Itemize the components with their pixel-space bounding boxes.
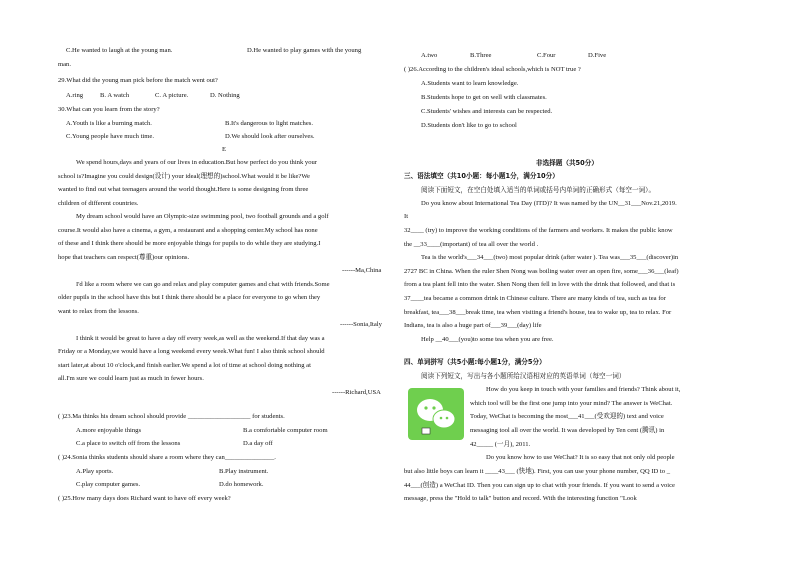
s4-line-6: Do you know how to use WeChat? It is so easy that not only old people [486, 454, 675, 461]
q23-option-b: B.a comfortable computer room [243, 427, 328, 434]
q25-option-a: A.two [421, 52, 438, 59]
s3-line-8: 37____tea became a common drink in Chinese culture. There are many kinds of tea, such as tea for [404, 295, 666, 302]
q23-option-a: A.more enjoyable things [76, 427, 142, 434]
q26-option-b: B.Students hope to get on well with classmates. [421, 94, 547, 101]
s4-line-8: 44___(创造) a WeChat ID. Then you can sign up to chat with your friends. If you want to send a voice [404, 482, 675, 489]
s3-line-11: Help __40___(you)to some tea when you are free. [421, 336, 554, 343]
q26-question: ( )26.According to the children's ideal schools,which is NOT true ? [404, 66, 581, 73]
section-3-instruction: 阅读下面短文，在空白处填入适当的单词或括号内单词的正确形式（每空一词）。 [421, 186, 656, 194]
s4-line-9: message, press the "Hold to talk" button and record. With the interesting function "Look [404, 495, 637, 502]
q29-question: 29.What did the young man pick before the match went out? [58, 77, 218, 84]
s3-line-2: It [404, 213, 409, 220]
q24-option-b: B.Play instrument. [219, 468, 269, 475]
passage-e-p3-line3: want to relax from the lessons. [58, 308, 139, 315]
wechat-icon [408, 388, 464, 440]
q25-option-c: C.Four [537, 52, 556, 59]
q26-option-a: A.Students want to learn knowledge. [421, 80, 519, 87]
q30-option-d: D.We should look after ourselves. [225, 133, 315, 140]
q30-question: 30.What can you learn from the story? [58, 106, 160, 113]
q26-option-c: C.Students' wishes and interests can be respected. [421, 108, 553, 115]
s4-line-2: which tool will be the first one jump into your mind? The answer is WeChat. [470, 400, 673, 407]
passage-e-p1-line2: school is?Imagine you could design(设计) your ideal(理想的)school.What would it be like?We [58, 173, 310, 180]
s4-line-4: messaging tool all over the world. It was developed by Ten cent (腾讯) in [470, 427, 665, 434]
s3-line-10: Indians, tea is also a huge part of___39___(day) life [404, 322, 542, 329]
s4-line-7: but also little boys can learn it ____43___ (快地). First, you can use your phone number, QQ ID to _ [404, 468, 671, 475]
passage-e-p2-line2: course.It would also have a cinema, a gym, a restaurant and a shopping center.My school has none [58, 227, 318, 234]
q30-option-c: C.Young people have much time. [66, 133, 154, 140]
q29-option-a: A.ring [66, 92, 84, 99]
signature-richard: ------Richard,USA [332, 389, 381, 396]
s4-line-3: Today, WeChat is becoming the most___41___(受欢迎的) text and voice [470, 413, 664, 420]
q24-option-d: D.do homework. [219, 481, 264, 488]
passage-e-p3-line1: I'd like a room where we can go and relax and play computer games and chat with friends.Some [76, 281, 330, 288]
passage-e-p4-line3: start later,at about 10 o'clock,and finish earlier.We spend a lot of time at school doing nothing at [58, 362, 311, 369]
q29-option-d: D. Nothing [210, 92, 240, 99]
section-3-title: 三、语法填空（共10小题：每小题1分，满分10分） [404, 172, 559, 180]
q30-option-b: B.It's dangerous to light matches. [225, 120, 313, 127]
passage-e-p2-line4: hope that teachers can respect(尊重)our opinions. [58, 254, 190, 261]
s3-line-6: 2727 BC in China. When the ruler Shen Nong was boiling water over an open fire, some___36___(leaf) [404, 268, 679, 275]
q28-option-d: D.He wanted to play games with the young [247, 47, 362, 54]
s3-line-5: Tea is the world's___34___(two) most popular drink (after water ). Tea was___35___(discover)in [421, 254, 679, 261]
passage-e-p4-line2: Friday or a Monday,we would have a long weekend every week.What fun! I also think school should [58, 348, 325, 355]
q24-question: ( )24.Sonia thinks students should share a room where they can_______________. [58, 454, 276, 461]
q25-option-b: B.Three [470, 52, 492, 59]
passage-e-p2-line3: of these and I think there should be more enjoyable things for pupils to do while they are studying.I [58, 240, 321, 247]
signature-sonia: ------Sonia,Italy [340, 321, 382, 328]
passage-e-p3-line2: older pupils in the school have this but I think there should be a place for everyone to go when they [58, 294, 321, 301]
section-4-instruction: 阅读下列短文，写出与各小题所给汉语相对应的英语单词（每空一词） [421, 372, 626, 380]
s3-line-1: Do you know about International Tea Day (ITD)? It was named by the UN__31___Nov.21,2019. [421, 200, 677, 207]
q23-option-d: D.a day off [243, 440, 273, 447]
signature-ma: ------Ma,China [342, 267, 382, 274]
passage-e-p4-line1: I think it would be great to have a day off every week,as well as the weekend.If that day was a [76, 335, 325, 342]
q23-question: ( )23.Ma thinks his dream school should provide ___________________ for students. [58, 413, 285, 420]
s3-line-3: 32____ (try) to improve the working conditions of the farmers and workers. It makes the public know [404, 227, 673, 234]
q26-option-d: D.Students don't like to go to school [421, 122, 517, 129]
q28-option-d-cont: man. [58, 61, 72, 68]
q24-option-a: A.Play sports. [76, 468, 114, 475]
q28-option-c: C.He wanted to laugh at the young man. [66, 47, 173, 54]
s4-line-5: 42_____ (一月), 2011. [470, 441, 531, 448]
q30-option-a: A.Youth is like a burning match. [66, 120, 152, 127]
wechat-logo-graphic [408, 388, 464, 440]
q24-option-c: C.play computer games. [76, 481, 141, 488]
s4-line-1: How do you keep in touch with your families and friends? Think about it, [486, 386, 681, 393]
q25-option-d: D.Five [588, 52, 607, 59]
q25-question: ( )25.How many days does Richard want to have off every week? [58, 495, 231, 502]
s3-line-4: the __33____(important) of tea all over the world . [404, 241, 539, 248]
passage-e-p1-line4: children of different countries. [58, 200, 139, 207]
q29-option-c: C. A picture. [155, 92, 189, 99]
passage-e-p1-line1: We spend hours,days and years of our lives in education.But how perfect do you think your [76, 159, 318, 166]
q29-option-b: B. A watch [100, 92, 130, 99]
s3-line-7: from a tea plant fell into the water. Shen Nong then fell in love with the drink that followed, and that is [404, 281, 676, 288]
passage-e-p2-line1: My dream school would have an Olympic-size swimming pool, two football grounds and a golf [76, 213, 329, 220]
section-non-choice-title: 非选择题（共50分） [536, 159, 598, 167]
section-4-title: 四、单词拼写（共5小题:每小题1分，满分5分） [404, 358, 546, 366]
passage-e-p1-line3: wanted to find out what teenagers around the world thought.Here is some designing from three [58, 186, 309, 193]
passage-e-p4-line4: all.I'm sure we could learn just as much in fewer hours. [58, 375, 204, 382]
section-e-label: E [222, 146, 227, 153]
q23-option-c: C.a place to switch off from the lessons [76, 440, 181, 447]
s3-line-9: breakfast, tea___38___break time, tea when visiting a friend's house, tea to wake up, tea to relax. For [404, 309, 672, 316]
